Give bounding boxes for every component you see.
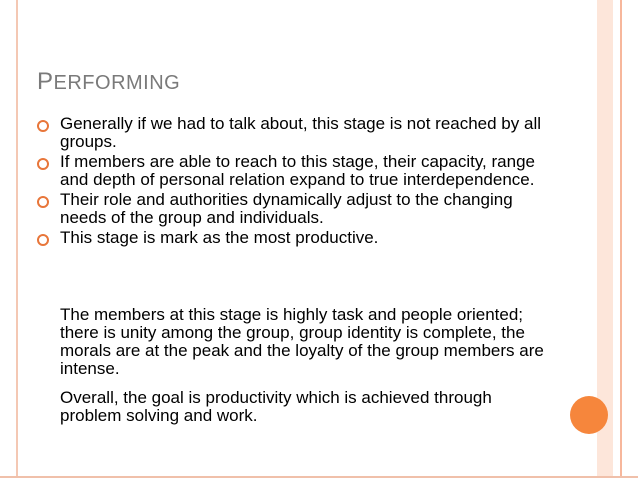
bullet-text: If members are able to reach to this stage, their capacity, range and depth of personal relation expand to true interdependence. (60, 152, 535, 189)
bullet-list (37, 115, 547, 249)
slide-title (37, 68, 180, 96)
ring-bullet-icon (37, 158, 49, 170)
slide-title-rest: ERFORMING (53, 72, 181, 94)
ring-bullet-icon (37, 234, 49, 246)
bullet-item (37, 153, 547, 189)
bullet-text: This stage is mark as the most productive. (60, 228, 379, 247)
slide-title-initial: P (37, 68, 54, 95)
bullet-text: Their role and authorities dynamically adjust to the changing needs of the group and individuals. (60, 190, 513, 227)
decorative-orange-circle (570, 396, 608, 434)
left-border-line (16, 0, 18, 478)
bullet-item (37, 115, 547, 151)
body-paragraph: The members at this stage is highly task and people oriented; there is unity among the group, group identity is complete, the morals are at the peak and the loyalty of the group members are intense. (60, 305, 544, 378)
ring-bullet-icon (37, 196, 49, 208)
bullet-item (37, 229, 547, 247)
right-border-line (620, 0, 622, 478)
bullet-text: Generally if we had to talk about, this stage is not reached by all groups. (60, 114, 541, 151)
body-paragraph: Overall, the goal is productivity which is achieved through problem solving and work. (60, 388, 492, 425)
bullet-item (37, 191, 547, 227)
ring-bullet-icon (37, 120, 49, 132)
